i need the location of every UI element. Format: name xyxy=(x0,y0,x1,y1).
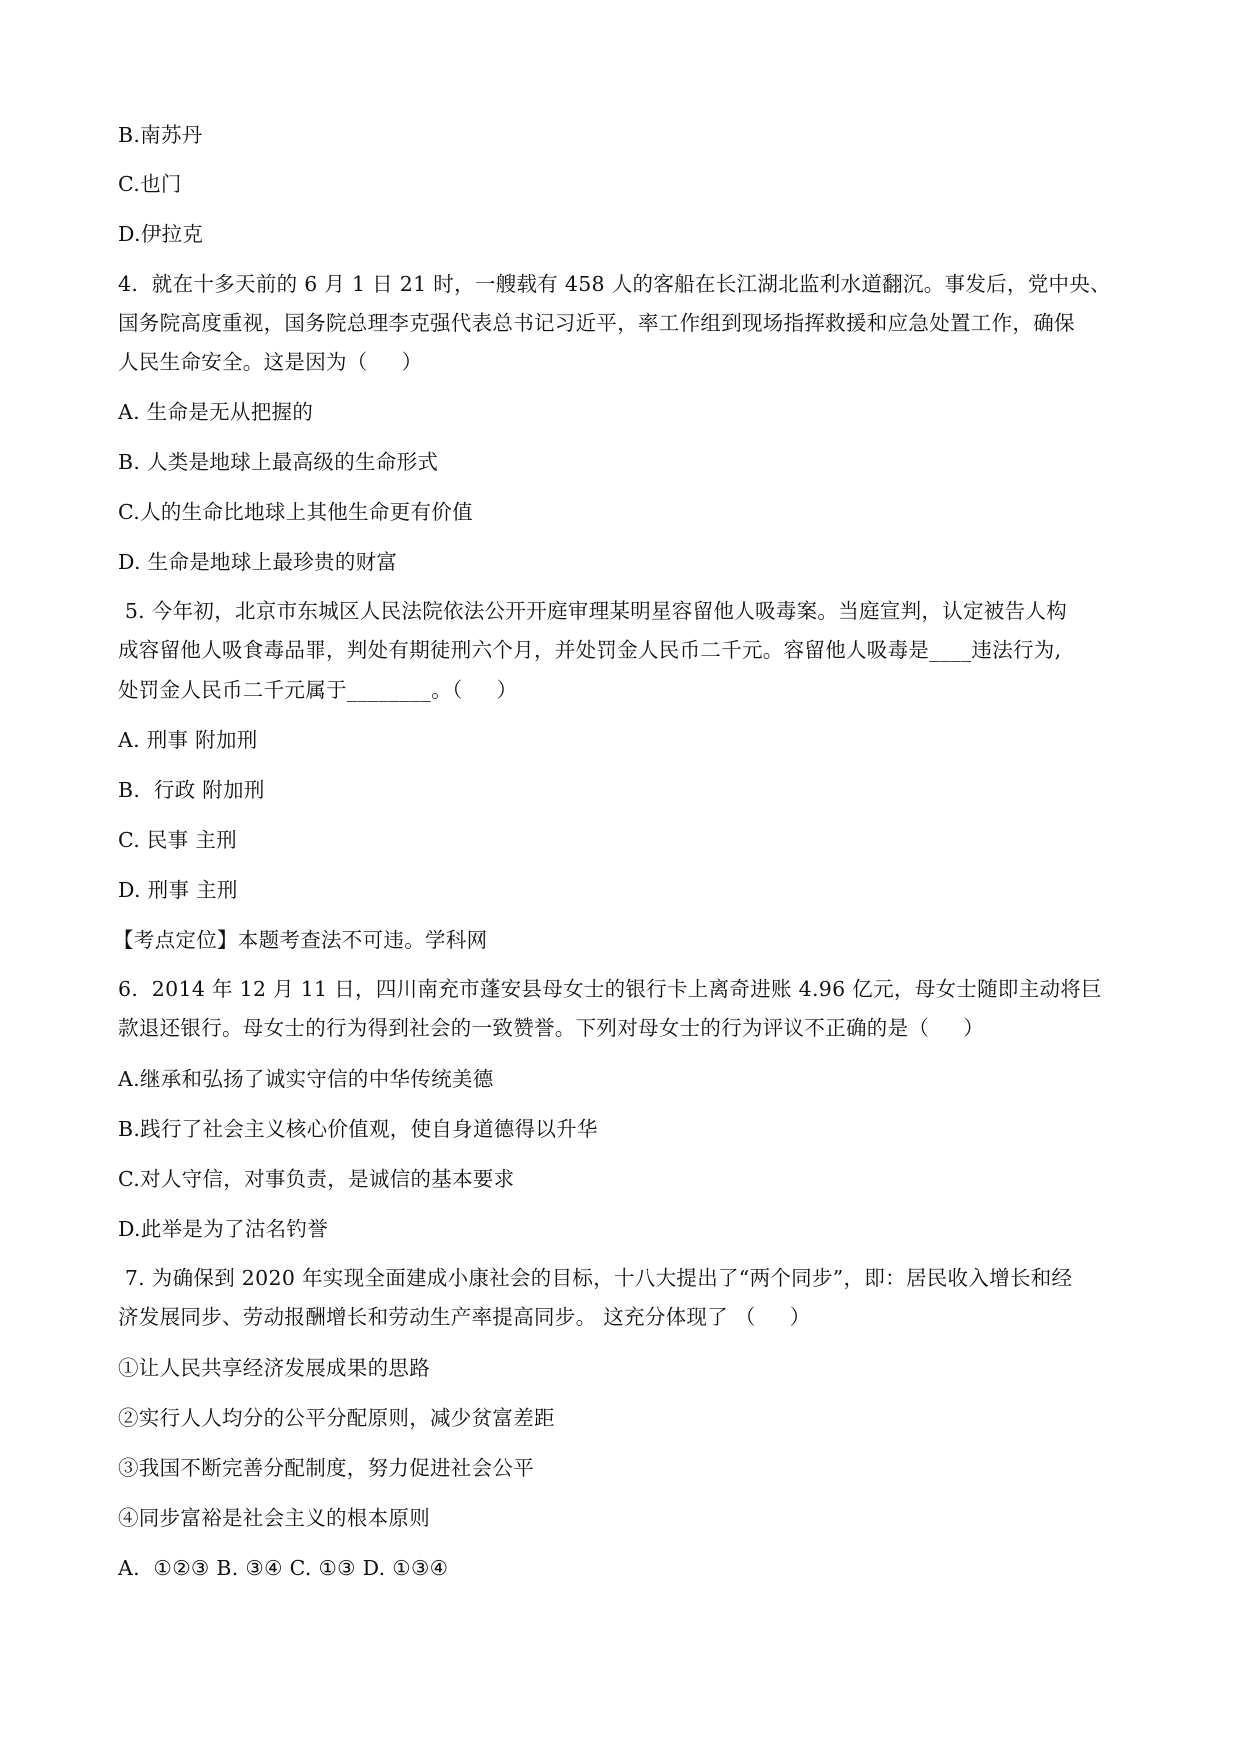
q7-item-4: ④同步富裕是社会主义的根本原则 xyxy=(118,1506,430,1530)
q5-option-c: C. 民事 主刑 xyxy=(118,828,237,852)
q7-stem-line-2: 济发展同步、劳动报酬增长和劳动生产率提高同步。 这充分体现了 （ ） xyxy=(118,1305,811,1329)
q5-stem-line-2: 成容留他人吸食毒品罪，判处有期徒刑六个月，并处罚金人民币二千元。容留他人吸毒是____违法行为, xyxy=(118,638,1062,662)
q6-option-b: B.践行了社会主义核心价值观，使自身道德得以升华 xyxy=(118,1117,598,1141)
q3-option-d: D.伊拉克 xyxy=(118,222,204,246)
q3-option-b: B.南苏丹 xyxy=(118,123,203,147)
q5-stem-line-1: 5. 今年初，北京市东城区人民法院依法公开开庭审理某明星容留他人吸毒案。当庭宣判，认定被告人构 xyxy=(118,599,1067,623)
q4-stem-line-2: 国务院高度重视，国务院总理李克强代表总书记习近平，率工作组到现场指挥救援和应急处置工作，确保 xyxy=(118,311,1075,335)
q4-option-c: C.人的生命比地球上其他生命更有价值 xyxy=(118,500,473,524)
q3-option-c: C.也门 xyxy=(118,172,182,196)
q7-answer-options: A. ①②③ B. ③④ C. ①③ D. ①③④ xyxy=(118,1556,449,1580)
q7-item-1: ①让人民共享经济发展成果的思路 xyxy=(118,1356,430,1380)
q4-stem-line-1: 4. 就在十多天前的 6 月 1 日 21 时，一艘载有 458 人的客船在长江湖北监利水道翻沉。事发后，党中央、 xyxy=(118,272,1111,296)
q4-option-d: D. 生命是地球上最珍贵的财富 xyxy=(118,550,398,574)
q6-option-a: A.继承和弘扬了诚实守信的中华传统美德 xyxy=(118,1067,494,1091)
q5-option-b: B. 行政 附加刑 xyxy=(118,778,265,802)
q5-option-d: D. 刑事 主刑 xyxy=(118,878,238,902)
q6-option-d: D.此举是为了沽名钓誉 xyxy=(118,1217,329,1241)
q5-stem-line-3: 处罚金人民币二千元属于________。（ ） xyxy=(118,678,518,702)
q4-stem-line-3: 人民生命安全。这是因为（ ） xyxy=(118,350,423,374)
q4-option-a: A. 生命是无从把握的 xyxy=(118,400,314,424)
q5-note: 【考点定位】本题考查法不可违。学科网 xyxy=(113,928,488,952)
q6-stem-line-2: 款退还银行。母女士的行为得到社会的一致赞誉。下列对母女士的行为评议不正确的是（ ） xyxy=(118,1016,985,1040)
q6-option-c: C.对人守信，对事负责，是诚信的基本要求 xyxy=(118,1167,515,1191)
q7-stem-line-1: 7. 为确保到 2020 年实现全面建成小康社会的目标，十八大提出了“两个同步”，即：居民收入增长和经 xyxy=(118,1266,1073,1290)
q5-option-a: A. 刑事 附加刑 xyxy=(118,728,258,752)
q7-item-3: ③我国不断完善分配制度，努力促进社会公平 xyxy=(118,1456,534,1480)
q7-item-2: ②实行人人均分的公平分配原则，减少贫富差距 xyxy=(118,1406,555,1430)
q4-option-b: B. 人类是地球上最高级的生命形式 xyxy=(118,450,439,474)
q6-stem-line-1: 6. 2014 年 12 月 11 日，四川南充市蓬安县母女士的银行卡上离奇进账 4.96 亿元，母女士随即主动将巨 xyxy=(118,977,1102,1001)
